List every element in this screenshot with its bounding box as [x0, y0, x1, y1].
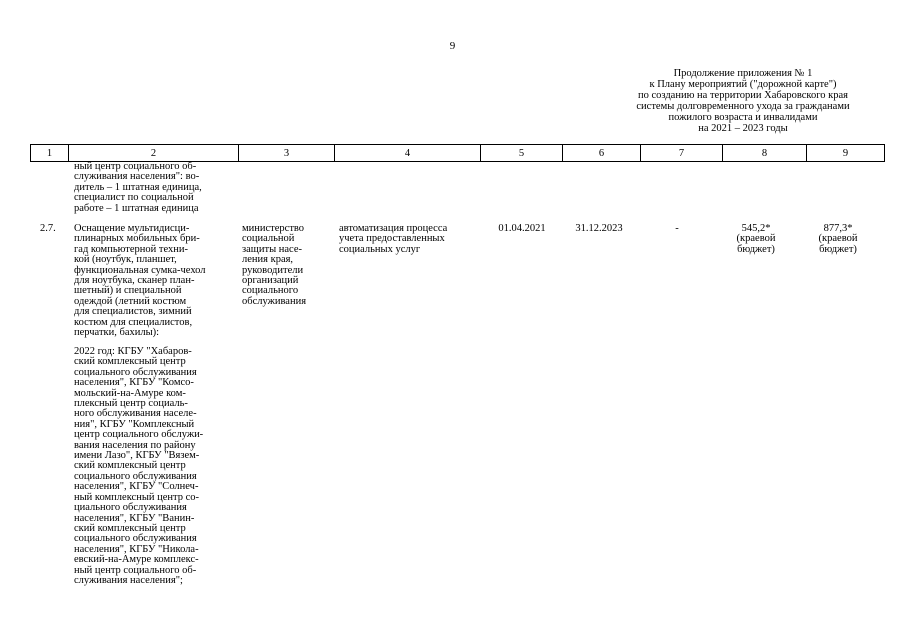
text-line: ский комплексный центр — [74, 356, 186, 368]
text-line: ния", КГБУ "Комплексный — [74, 418, 195, 430]
text-line: 877,3* — [823, 223, 853, 234]
row-col7-value: - — [675, 223, 679, 234]
column-number-cell: 9 — [807, 145, 885, 162]
column-number-cell: 6 — [563, 145, 641, 162]
row-col2-paragraph1 — [74, 224, 236, 338]
text-line: социального обслуживания — [74, 470, 197, 482]
text-line: имени Лазо", КГБУ "Вязем- — [74, 450, 200, 462]
text-line: циального обслуживания — [74, 502, 187, 514]
column-number-cell: 5 — [481, 145, 563, 162]
text-line: для ноутбука, сканер план- — [74, 275, 195, 287]
text-line: населения", КГБУ "Ванин- — [74, 512, 195, 524]
column-number-cell: 1 — [31, 145, 69, 162]
text-line: шетный) и специальной — [74, 285, 182, 297]
row-col3-responsible — [242, 224, 334, 307]
text-line: работе – 1 штатная единица — [74, 202, 199, 214]
header-note-line: пожилого возраста и инвалидами — [668, 112, 818, 123]
text-line: ный центр социального об- — [74, 161, 197, 172]
text-line: кой (ноутбук, планшет, — [74, 254, 177, 266]
text-line: плинарных мобильных бри- — [74, 233, 200, 245]
text-line: 2022 год: КГБУ "Хабаров- — [74, 346, 192, 357]
row-col9-budget — [804, 224, 872, 255]
text-line: плексный центр социаль- — [74, 398, 188, 410]
text-line: обслуживания — [242, 295, 307, 307]
text-line: социального — [242, 285, 299, 297]
header-note-line: системы долговременного ухода за гражданами — [636, 101, 850, 112]
row-col5-start-date: 01.04.2021 — [498, 223, 546, 234]
header-note-line: Продолжение приложения № 1 — [673, 68, 813, 79]
text-line: гад компьютерной техни- — [74, 243, 189, 255]
row-number: 2.7. — [40, 223, 56, 234]
text-line: учета предоставленных — [339, 233, 445, 245]
column-number-cell: 3 — [239, 145, 335, 162]
row-col6-end-date: 31.12.2023 — [575, 223, 623, 234]
text-line: вания населения по району — [74, 439, 196, 451]
column-number-header — [30, 144, 885, 162]
column-number-cell: 2 — [69, 145, 239, 162]
text-line: Оснащение мультидисци- — [74, 223, 190, 234]
text-line: населения", КГБУ "Комсо- — [74, 377, 194, 389]
header-note-line: на 2021 – 2023 годы — [698, 123, 788, 134]
continued-row-col2 — [74, 162, 236, 214]
text-line: автоматизация процесса — [339, 223, 448, 234]
text-line: бюджет) — [819, 243, 857, 255]
row-col4-result — [339, 224, 481, 255]
text-line: перчатки, бахилы): — [74, 327, 160, 339]
text-line: ного обслуживания населе- — [74, 408, 197, 420]
text-line: 545,2* — [741, 223, 771, 234]
text-line: ный центр социального об- — [74, 564, 197, 576]
column-number-cell: 7 — [641, 145, 723, 162]
text-line: центр социального обслужи- — [74, 429, 204, 441]
text-line: руководители — [242, 264, 304, 276]
text-line: для специалистов, зимний — [74, 306, 192, 318]
column-number-cell: 8 — [723, 145, 807, 162]
row-col8-budget — [722, 224, 790, 255]
header-note — [598, 68, 888, 134]
text-line: социальных услуг — [339, 243, 421, 255]
text-line: бюджет) — [737, 243, 775, 255]
text-line: функциональная сумка-чехол — [74, 264, 206, 276]
header-note-line: по созданию на территории Хабаровского края — [637, 90, 849, 101]
text-line: костюм для специалистов, — [74, 316, 193, 328]
text-line: (краевой — [736, 233, 776, 245]
text-line: населения", КГБУ "Никола- — [74, 543, 199, 555]
page-number: 9 — [449, 40, 456, 52]
text-line: служивания населения"; — [74, 574, 183, 586]
text-line: социального обслуживания — [74, 366, 197, 378]
text-line: ный комплексный центр со- — [74, 491, 200, 503]
text-line: специалист по социальной — [74, 192, 194, 204]
text-line: населения", КГБУ "Солнеч- — [74, 481, 199, 493]
text-line: дитель – 1 штатная единица, — [74, 181, 202, 193]
text-line: министерство — [242, 223, 305, 234]
row-col2-paragraph2 — [74, 347, 236, 586]
text-line: мольский-на-Амуре ком- — [74, 387, 186, 399]
text-line: организаций — [242, 275, 299, 287]
text-line: ления края, — [242, 254, 294, 266]
text-line: одеждой (летний костюм — [74, 295, 187, 307]
text-line: (краевой — [818, 233, 858, 245]
text-line: евский-на-Амуре комплекс- — [74, 554, 199, 566]
column-number-cell: 4 — [335, 145, 481, 162]
text-line: ский комплексный центр — [74, 460, 186, 472]
text-line: служивания населения": во- — [74, 171, 200, 183]
text-line: социальной — [242, 233, 295, 245]
text-line: ский комплексный центр — [74, 522, 186, 534]
text-line: защиты насе- — [242, 243, 303, 255]
header-note-line: к Плану мероприятий ("дорожной карте") — [649, 79, 837, 90]
text-line: социального обслуживания — [74, 533, 197, 545]
